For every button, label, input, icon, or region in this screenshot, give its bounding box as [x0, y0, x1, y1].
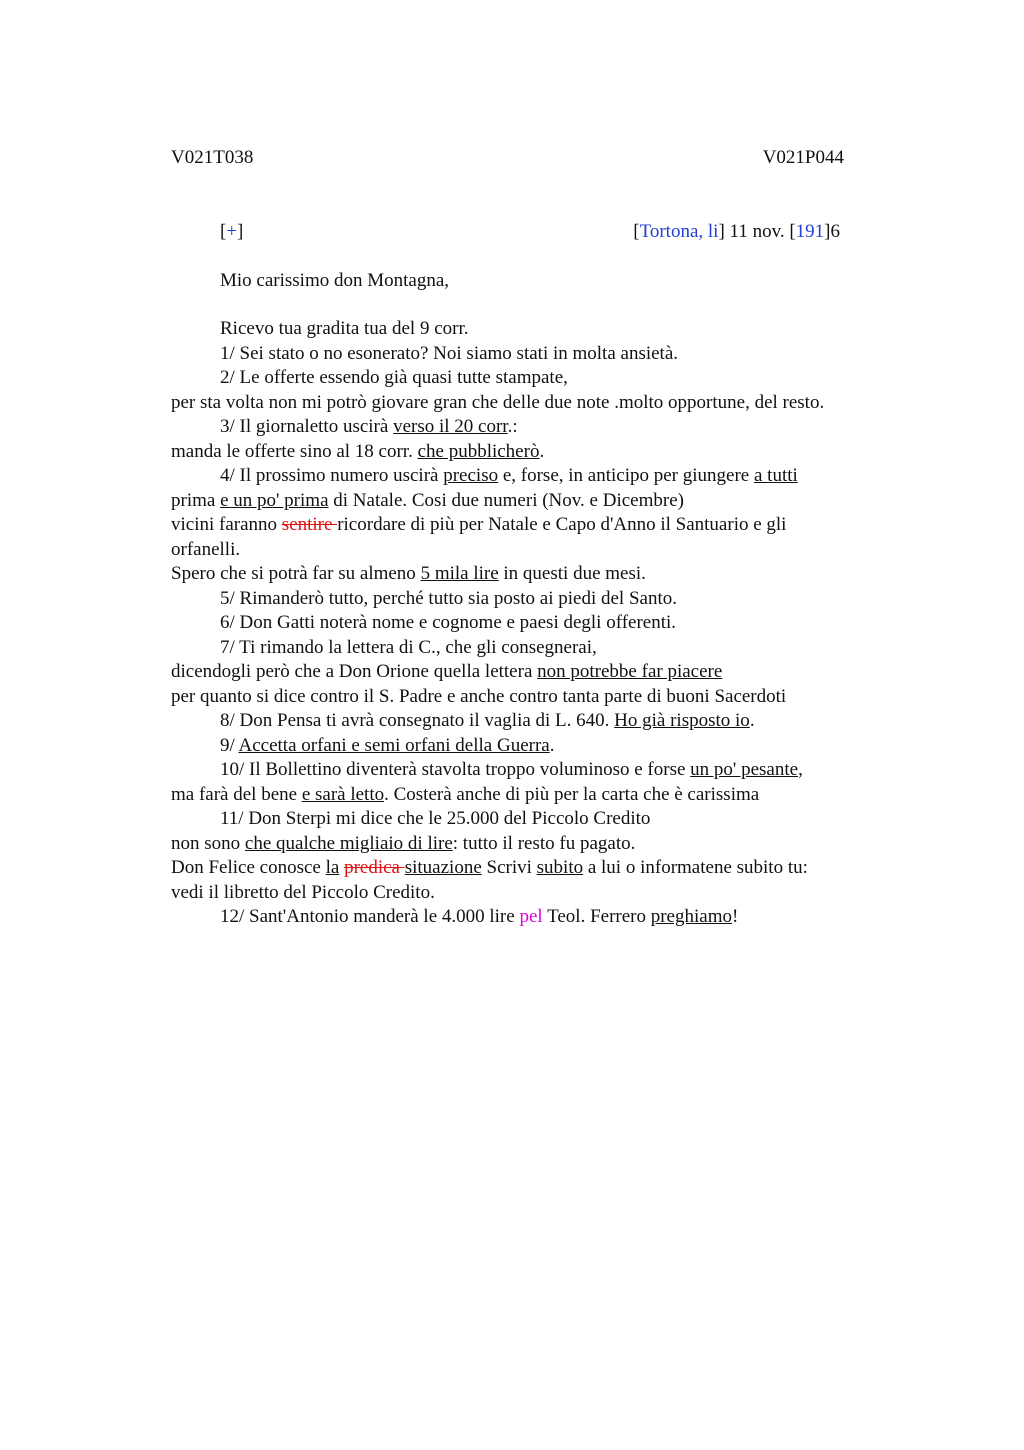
text-line [171, 342, 891, 367]
text-segment: Spero che si potrà far su almeno [171, 563, 421, 584]
text-segment: 9/ [220, 734, 239, 756]
text-segment: . [539, 440, 545, 462]
text-segment: Ricevo tua gradita tua del 9 corr. [220, 318, 469, 339]
text-line [171, 856, 891, 881]
text-segment: Teol. Ferrero [542, 906, 651, 927]
underlined-text: un po' pesante [690, 759, 799, 780]
text-segment: 12/ Sant'Antonio manderà le 4.000 lire [220, 906, 520, 927]
text-line [171, 905, 891, 930]
text-segment: . [549, 734, 555, 756]
text-segment: per quanto si dice contro il S. Padre e anche contro tanta parte di buoni Sacerdoti [171, 685, 787, 707]
text-segment: 8/ Don Pensa ti avrà consegnato il vaglia di L. 640. [220, 710, 615, 731]
text-segment: in questi due mesi. [498, 563, 646, 584]
text-line [171, 317, 891, 342]
underlined-text: non potrebbe far piacere [537, 661, 723, 682]
text-segment: : tutto il resto fu pagato. [452, 832, 636, 854]
text-segment: di Natale. Cosi due numeri (Nov. e Dicembre) [328, 489, 684, 511]
text-segment: vedi il libretto del Piccolo Credito. [171, 881, 435, 903]
text-line [171, 734, 891, 759]
text-segment: Scrivi [481, 857, 537, 878]
underlined-text: a tutti [753, 465, 798, 486]
underlined-text: e un po' prima [220, 489, 329, 511]
underlined-text: situazione [404, 857, 482, 878]
text-line [171, 685, 891, 710]
text-segment: 6/ Don Gatti noterà nome e cognome e paesi degli offerenti. [220, 612, 677, 633]
text-segment: ma farà del bene [171, 783, 302, 805]
text-line [171, 489, 891, 514]
place-name: Tortona, li [639, 221, 719, 242]
text-line [171, 513, 891, 538]
text-line [171, 611, 891, 636]
text-segment: dicendogli però che a Don Orione quella lettera [171, 661, 538, 682]
text-line [171, 440, 891, 465]
underlined-text: Accetta orfani e semi orfani della Guerra [238, 734, 550, 756]
text-segment: 1/ Sei stato o no esonerato? Noi siamo stati in molta ansietà. [220, 342, 679, 364]
text-line [171, 562, 891, 587]
underlined-text: 5 mila lire [420, 563, 499, 584]
text-segment: manda le offerte sino al 18 corr. [171, 440, 418, 462]
underlined-text: la [325, 857, 340, 878]
text-line [171, 783, 891, 808]
text-line [171, 636, 891, 661]
underlined-text: preghiamo [650, 906, 732, 927]
text-segment: orfanelli. [171, 538, 241, 560]
place-date: [Tortona, li] 11 nov. [191]6 [633, 221, 840, 242]
text-segment: , [798, 759, 803, 780]
text-segment: . [749, 710, 755, 731]
underlined-text: subito [536, 857, 584, 878]
text-segment: non sono [171, 832, 245, 854]
greeting: Mio carissimo don Montagna, [220, 270, 450, 291]
text-segment: Don Felice conosce [171, 857, 326, 878]
text-line [171, 832, 891, 857]
text-line [171, 758, 891, 783]
text-segment: 4/ Il prossimo numero uscirà [220, 465, 444, 486]
cross-mark: [+] [220, 221, 244, 242]
text-line [171, 415, 891, 440]
text-segment: e, forse, in anticipo per giungere [498, 465, 754, 486]
letter-body [171, 317, 891, 930]
text-line [171, 391, 891, 416]
text-segment: 3/ Il giornaletto uscirà [220, 416, 394, 437]
text-segment: .: [507, 416, 518, 437]
deleted-text: predica [344, 857, 405, 878]
text-line [171, 366, 891, 391]
header-left-code: V021T038 [171, 147, 254, 168]
text-line [171, 807, 891, 832]
text-line [171, 709, 891, 734]
header-right-code: V021P044 [762, 147, 844, 168]
underlined-text: che qualche migliaio di lire [244, 832, 453, 854]
text-line [171, 538, 891, 563]
deleted-text: sentire [281, 514, 338, 535]
underlined-text: preciso [443, 465, 499, 486]
text-segment: per sta volta non mi potrò giovare gran che delle due note .molto opportune, del resto. [171, 391, 825, 413]
text-line [171, 881, 891, 906]
underlined-text: verso il 20 corr [393, 416, 508, 437]
text-segment: vicini faranno [171, 514, 282, 535]
text-segment: ! [732, 906, 739, 927]
text-segment: 5/ Rimanderò tutto, perché tutto sia posto ai piedi del Santo. [220, 587, 677, 609]
text-line [171, 660, 891, 685]
text-segment: 11/ Don Sterpi mi dice che le 25.000 del Piccolo Credito [220, 808, 651, 829]
letter-meta [220, 220, 840, 244]
text-line [171, 587, 891, 612]
underlined-text: Ho già risposto io [614, 710, 750, 731]
highlighted-text: pel [519, 906, 543, 927]
text-line [171, 464, 891, 489]
text-segment: ricordare di più per Natale e Capo d'Anno il Santuario e gli [337, 514, 787, 535]
text-segment: a lui o informatene subito tu: [583, 857, 808, 878]
text-segment: 10/ Il Bollettino diventerà stavolta troppo voluminoso e forse [220, 759, 691, 780]
underlined-text: e sarà letto [301, 783, 385, 805]
year-fragment: 191 [795, 221, 825, 242]
text-segment: . Costerà anche di più per la carta che è carissima [384, 783, 760, 805]
text-segment: 7/ Ti rimando la lettera di C., che gli consegnerai, [220, 636, 597, 658]
underlined-text: che pubblicherò [417, 440, 540, 462]
text-segment: 2/ Le offerte essendo già quasi tutte stampate, [220, 367, 568, 388]
text-segment: prima [171, 489, 221, 511]
